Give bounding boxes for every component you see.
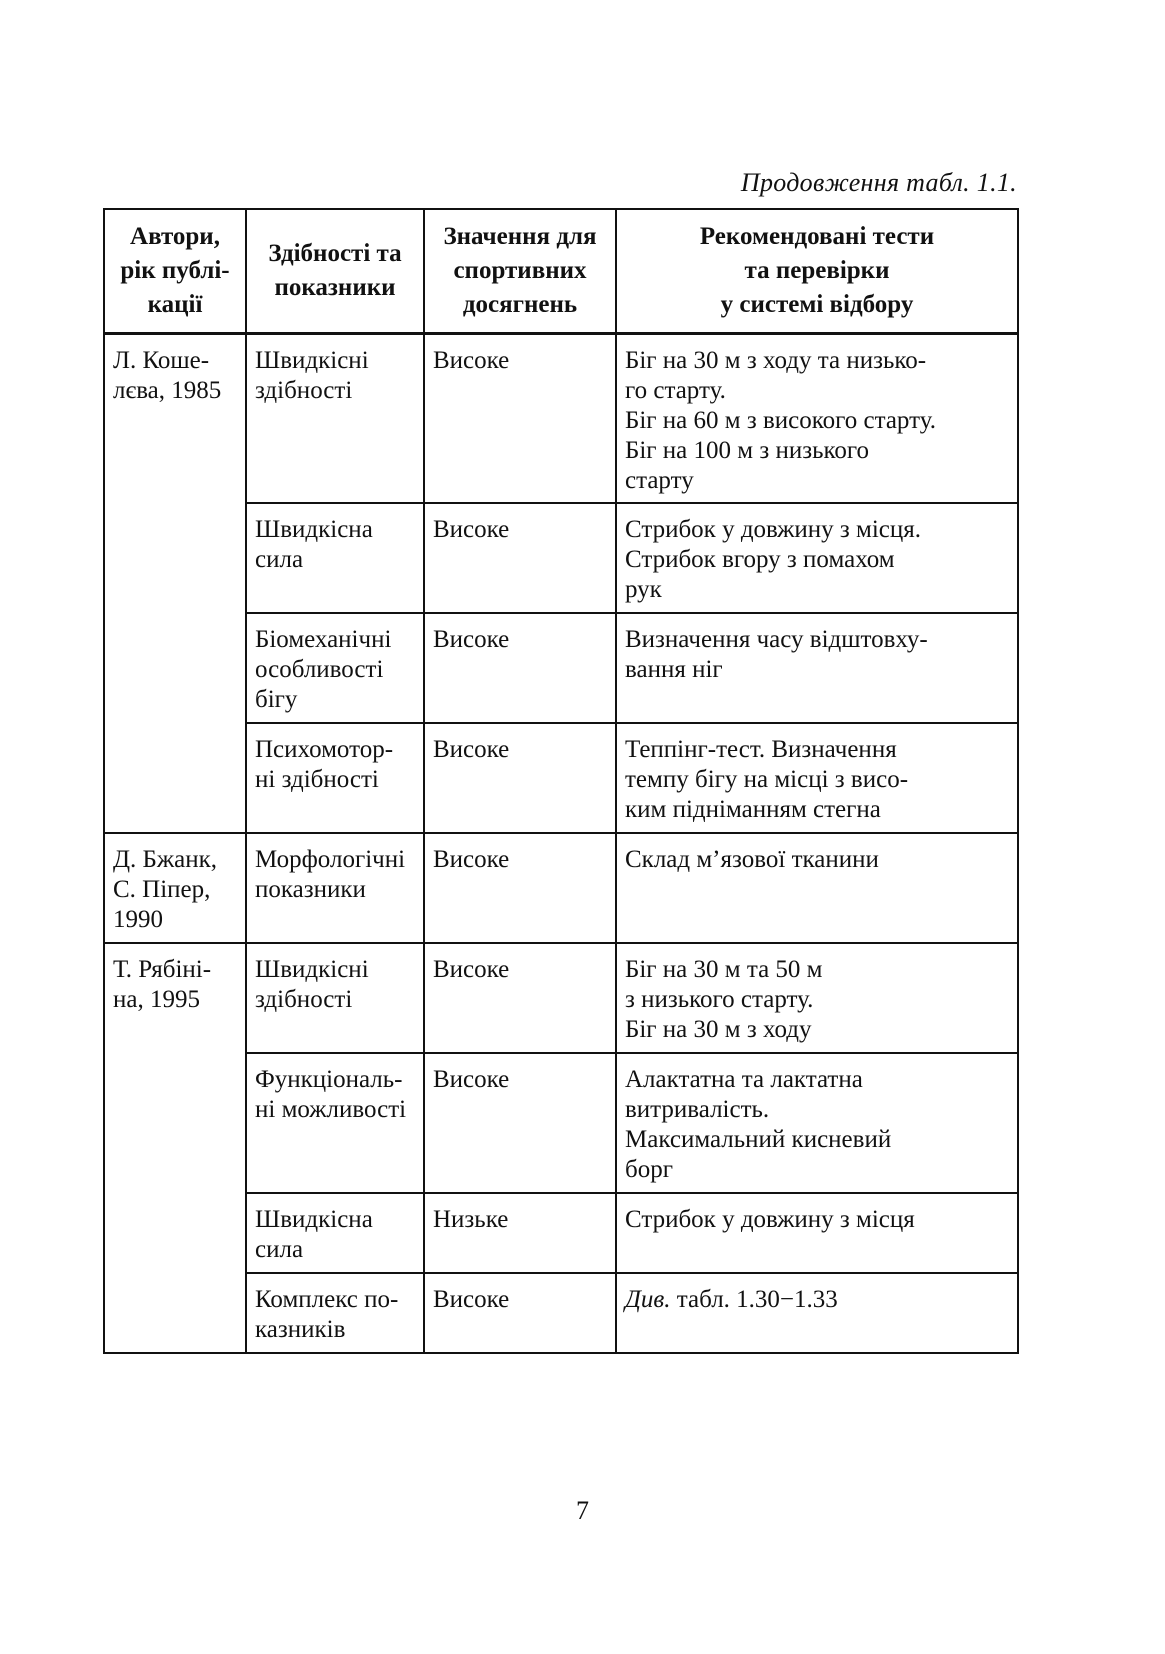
tests-cell: Біг на 30 м з ходу та низько- го старту. Біг на 60 м з високого старту. Біг на 100 м з низького старту bbox=[616, 334, 1018, 504]
value-cell: Низьке bbox=[424, 1193, 616, 1273]
value-cell: Високе bbox=[424, 1273, 616, 1353]
tests-cell: Визначення часу відштовху- вання ніг bbox=[616, 613, 1018, 723]
tests-cell: Алактатна та лактатна витривалість. Максимальний кисневий борг bbox=[616, 1053, 1018, 1193]
ability-cell: Морфологічні показники bbox=[246, 833, 424, 943]
page-number: 7 bbox=[576, 1496, 589, 1525]
value-cell: Високе bbox=[424, 943, 616, 1053]
tests-cell: Стрибок у довжину з місця. Стрибок вгору з помахом рук bbox=[616, 503, 1018, 613]
tests-cell bbox=[616, 1273, 1018, 1353]
value-cell: Високе bbox=[424, 1053, 616, 1193]
header-authors: Автори, рік публі- кації bbox=[104, 209, 246, 334]
author-cell: Л. Коше- лєва, 1985 bbox=[104, 334, 246, 834]
see-reference-italic: Див. bbox=[625, 1286, 671, 1313]
ability-cell: Швидкісні здібності bbox=[246, 334, 424, 504]
selection-tests-table bbox=[103, 208, 1019, 1354]
value-cell: Високе bbox=[424, 613, 616, 723]
tests-cell: Склад м’язової тканини bbox=[616, 833, 1018, 943]
author-cell: Т. Рябіні- на, 1995 bbox=[104, 943, 246, 1353]
value-cell: Високе bbox=[424, 723, 616, 833]
ability-cell: Біомеханічні особливості бігу bbox=[246, 613, 424, 723]
header-tests: Рекомендовані тести та перевірки у системі відбору bbox=[616, 209, 1018, 334]
table-reference: табл. 1.30−1.33 bbox=[670, 1286, 838, 1313]
table-row bbox=[104, 833, 1018, 943]
table-row bbox=[104, 334, 1018, 504]
value-cell: Високе bbox=[424, 334, 616, 504]
ability-cell: Швидкісна сила bbox=[246, 1193, 424, 1273]
ability-cell: Функціональ- ні можливості bbox=[246, 1053, 424, 1193]
header-significance: Значення для спортивних досягнень bbox=[424, 209, 616, 334]
ability-cell: Швидкісна сила bbox=[246, 503, 424, 613]
header-abilities: Здібності та показники bbox=[246, 209, 424, 334]
table-caption: Продовження табл. 1.1. bbox=[740, 168, 1017, 197]
tests-cell: Стрибок у довжину з місця bbox=[616, 1193, 1018, 1273]
value-cell: Високе bbox=[424, 503, 616, 613]
tests-cell: Теппінг-тест. Визначення темпу бігу на місці з висо- ким підніманням стегна bbox=[616, 723, 1018, 833]
ability-cell: Психомотор- ні здібності bbox=[246, 723, 424, 833]
table-header-row bbox=[104, 209, 1018, 334]
table-row bbox=[104, 943, 1018, 1053]
ability-cell: Швидкісні здібності bbox=[246, 943, 424, 1053]
tests-cell: Біг на 30 м та 50 м з низького старту. Біг на 30 м з ходу bbox=[616, 943, 1018, 1053]
author-cell: Д. Бжанк, С. Піпер, 1990 bbox=[104, 833, 246, 943]
value-cell: Високе bbox=[424, 833, 616, 943]
ability-cell: Комплекс по- казників bbox=[246, 1273, 424, 1353]
